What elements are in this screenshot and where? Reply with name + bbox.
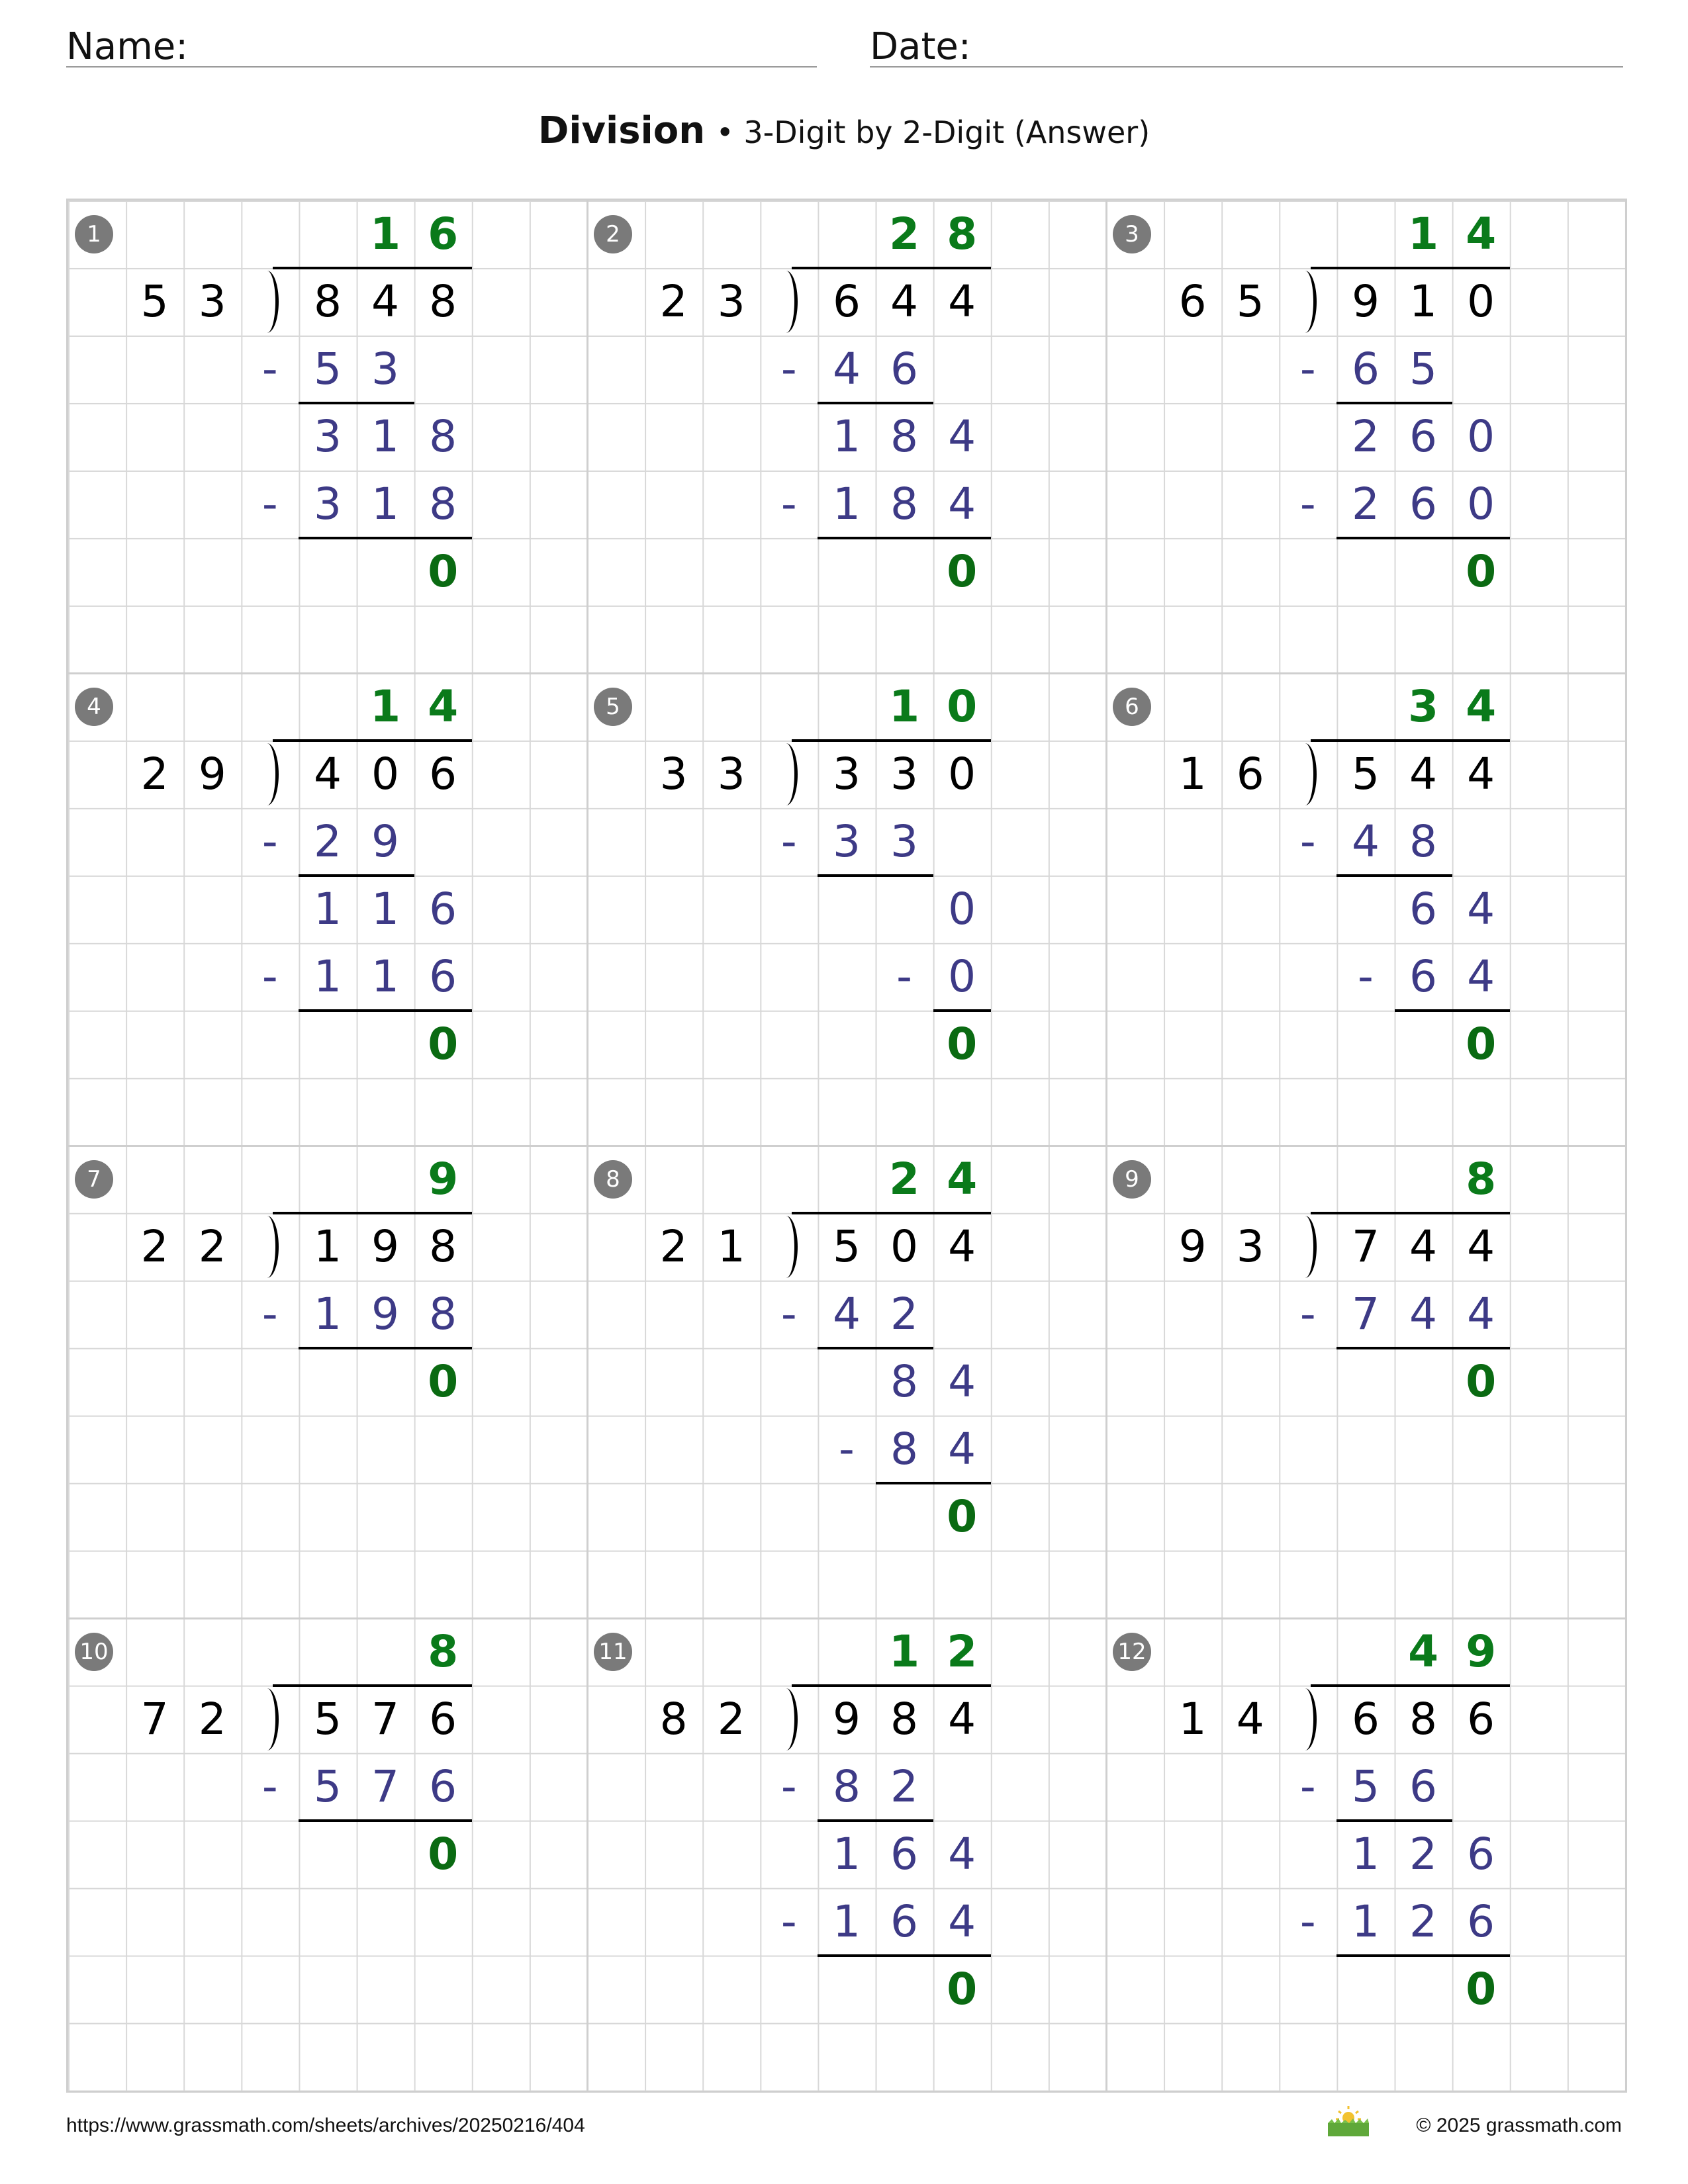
- subtrahend-digit: 8: [832, 1761, 861, 1812]
- remainder-digit: 0: [947, 1019, 978, 1069]
- subtrahend-digit: 5: [1409, 343, 1438, 394]
- footer-copyright: © 2025 grassmath.com: [1416, 2115, 1622, 2136]
- quotient-digit: 1: [889, 681, 920, 732]
- subtrahend-digit: 5: [313, 343, 342, 394]
- problem-number-badge: 1: [75, 215, 113, 253]
- remainder-digit: 0: [947, 1491, 978, 1542]
- dividend-digit: 7: [1351, 1221, 1380, 1272]
- quotient-digit: 8: [1466, 1154, 1497, 1205]
- partial-dividend-digit: 6: [1409, 884, 1438, 934]
- dividend-digit: 1: [313, 1221, 342, 1272]
- dividend-digit: 4: [1467, 1221, 1495, 1272]
- page-title: [0, 105, 1688, 159]
- quotient-digit: 2: [947, 1626, 978, 1677]
- partial-dividend-digit: 2: [1351, 411, 1380, 462]
- divisor-digit: 1: [717, 1221, 745, 1272]
- subtrahend-digit: 3: [371, 343, 400, 394]
- quotient-digit: 0: [947, 681, 978, 732]
- subtrahend-digit: 8: [890, 1424, 919, 1475]
- dividend-digit: 3: [832, 749, 861, 799]
- division-bracket: [774, 1688, 798, 1751]
- subtrahend-digit: 9: [371, 816, 400, 867]
- remainder-digit: 0: [1466, 1019, 1497, 1069]
- divisor-digit: 7: [140, 1694, 169, 1745]
- partial-dividend-digit: 1: [371, 411, 400, 462]
- problem-number-badge: 6: [1113, 688, 1151, 726]
- subtrahend-digit: 3: [832, 816, 861, 867]
- minus-sign: -: [261, 951, 278, 1002]
- dividend-digit: 4: [313, 749, 342, 799]
- dividend-digit: 4: [948, 1221, 976, 1272]
- divisor-digit: 2: [198, 1221, 226, 1272]
- partial-dividend-digit: 6: [890, 1829, 919, 1880]
- partial-dividend-digit: 3: [313, 411, 342, 462]
- dividend-digit: 4: [948, 276, 976, 327]
- minus-sign: -: [1299, 1896, 1316, 1947]
- partial-dividend-digit: 6: [429, 884, 457, 934]
- problem-number-badge: 12: [1113, 1633, 1151, 1671]
- subtrahend-digit: 5: [1351, 1761, 1380, 1812]
- division-bracket: [774, 1216, 798, 1278]
- divisor-digit: 6: [1236, 749, 1264, 799]
- division-bracket: [1293, 1688, 1317, 1751]
- division-bracket: [774, 271, 798, 333]
- subtrahend-digit: 4: [948, 1424, 976, 1475]
- remainder-digit: 0: [1466, 1964, 1497, 2015]
- partial-dividend-digit: 1: [313, 884, 342, 934]
- dividend-digit: 0: [371, 749, 400, 799]
- dividend-digit: 0: [1467, 276, 1495, 327]
- divisor-digit: 9: [198, 749, 226, 799]
- problem-number-badge: 10: [75, 1633, 113, 1671]
- subtrahend-digit: 4: [1409, 1289, 1438, 1340]
- minus-sign: -: [1358, 951, 1374, 1002]
- subtrahend-digit: 1: [371, 951, 400, 1002]
- partial-dividend-digit: 6: [1409, 411, 1438, 462]
- dividend-digit: 4: [371, 276, 400, 327]
- quotient-digit: 4: [947, 1154, 978, 1205]
- problem-grid: [66, 199, 1627, 2093]
- date-label: Date:: [870, 25, 971, 68]
- subtrahend-digit: 7: [1351, 1289, 1380, 1340]
- subtrahend-digit: 1: [1351, 1896, 1380, 1947]
- quotient-digit: 1: [370, 681, 401, 732]
- dividend-digit: 8: [429, 1221, 457, 1272]
- name-label: Name:: [66, 25, 189, 68]
- dividend-digit: 8: [1409, 1694, 1438, 1745]
- dividend-digit: 5: [832, 1221, 861, 1272]
- minus-sign: -: [261, 816, 278, 867]
- partial-dividend-digit: 6: [1467, 1829, 1495, 1880]
- division-problem: [1106, 1146, 1625, 1618]
- problem-number-badge: 3: [1113, 215, 1151, 253]
- title-subtitle: • 3-Digit by 2-Digit (Answer): [716, 114, 1150, 150]
- division-problem: [587, 1618, 1106, 2091]
- problem-number-badge: 5: [594, 688, 632, 726]
- subtrahend-digit: 4: [1467, 1289, 1495, 1340]
- remainder-digit: 0: [1466, 1356, 1497, 1407]
- minus-sign: -: [839, 1424, 855, 1475]
- subtrahend-digit: 8: [429, 1289, 457, 1340]
- partial-dividend-digit: 0: [1467, 411, 1495, 462]
- dividend-digit: 5: [1351, 749, 1380, 799]
- partial-dividend-digit: 4: [948, 1829, 976, 1880]
- divisor-digit: 3: [717, 749, 745, 799]
- quotient-digit: 4: [1408, 1626, 1439, 1677]
- problem-number-badge: 7: [75, 1160, 113, 1199]
- partial-dividend-digit: 8: [429, 411, 457, 462]
- quotient-digit: 4: [1466, 681, 1497, 732]
- division-problem: [1106, 673, 1625, 1146]
- dividend-digit: 8: [890, 1694, 919, 1745]
- subtrahend-digit: 2: [890, 1761, 919, 1812]
- divisor-digit: 9: [1178, 1221, 1207, 1272]
- partial-dividend-digit: 2: [1409, 1829, 1438, 1880]
- divisor-digit: 2: [140, 1221, 169, 1272]
- remainder-digit: 0: [428, 546, 459, 597]
- minus-sign: -: [1299, 1289, 1316, 1340]
- subtrahend-digit: 6: [429, 951, 457, 1002]
- subtrahend-digit: 4: [948, 478, 976, 529]
- minus-sign: -: [1299, 1761, 1316, 1812]
- divisor-digit: 1: [1178, 1694, 1207, 1745]
- minus-sign: -: [780, 816, 797, 867]
- subtrahend-digit: 8: [890, 478, 919, 529]
- minus-sign: -: [1299, 816, 1316, 867]
- problem-number-badge: 8: [594, 1160, 632, 1199]
- divisor-digit: 6: [1178, 276, 1207, 327]
- problem-number-badge: 4: [75, 688, 113, 726]
- remainder-digit: 0: [428, 1019, 459, 1069]
- subtrahend-digit: 0: [1467, 478, 1495, 529]
- divisor-digit: 5: [140, 276, 169, 327]
- dividend-digit: 6: [1351, 1694, 1380, 1745]
- problem-number-badge: 9: [1113, 1160, 1151, 1199]
- partial-dividend-digit: 1: [1351, 1829, 1380, 1880]
- partial-dividend-digit: 4: [948, 411, 976, 462]
- subtrahend-digit: 4: [1351, 816, 1380, 867]
- partial-dividend-digit: 8: [890, 411, 919, 462]
- division-bracket: [1293, 743, 1317, 805]
- date-field[interactable]: [870, 24, 1623, 68]
- dividend-digit: 4: [948, 1694, 976, 1745]
- division-problem: [1106, 1618, 1625, 2091]
- partial-dividend-digit: 1: [832, 1829, 861, 1880]
- subtrahend-digit: 8: [1409, 816, 1438, 867]
- dividend-digit: 4: [1409, 749, 1438, 799]
- dividend-digit: 3: [890, 749, 919, 799]
- quotient-digit: 2: [889, 208, 920, 259]
- partial-dividend-digit: 8: [890, 1356, 919, 1407]
- division-problem: [68, 201, 587, 673]
- subtrahend-digit: 4: [832, 1289, 861, 1340]
- subtrahend-digit: 7: [371, 1761, 400, 1812]
- divisor-digit: 2: [198, 1694, 226, 1745]
- dividend-digit: 7: [371, 1694, 400, 1745]
- divisor-digit: 1: [1178, 749, 1207, 799]
- divisor-digit: 3: [717, 276, 745, 327]
- subtrahend-digit: 8: [429, 478, 457, 529]
- dividend-digit: 9: [371, 1221, 400, 1272]
- subtrahend-digit: 1: [313, 951, 342, 1002]
- subtrahend-digit: 6: [1409, 1761, 1438, 1812]
- subtrahend-digit: 3: [890, 816, 919, 867]
- dividend-digit: 4: [1409, 1221, 1438, 1272]
- dividend-digit: 9: [1351, 276, 1380, 327]
- subtrahend-digit: 3: [313, 478, 342, 529]
- subtrahend-digit: 6: [1409, 478, 1438, 529]
- dividend-digit: 6: [429, 749, 457, 799]
- partial-dividend-digit: 0: [948, 884, 976, 934]
- division-problem: [1106, 201, 1625, 673]
- partial-dividend-digit: 1: [832, 411, 861, 462]
- subtrahend-digit: 1: [832, 478, 861, 529]
- division-problem: [68, 1146, 587, 1618]
- quotient-digit: 3: [1408, 681, 1439, 732]
- minus-sign: -: [780, 343, 797, 394]
- subtrahend-digit: 1: [371, 478, 400, 529]
- minus-sign: -: [780, 1761, 797, 1812]
- title-main: Division: [538, 109, 706, 152]
- division-problem: [68, 673, 587, 1146]
- dividend-digit: 6: [832, 276, 861, 327]
- dividend-digit: 6: [1467, 1694, 1495, 1745]
- subtrahend-digit: 1: [832, 1896, 861, 1947]
- minus-sign: -: [261, 1289, 278, 1340]
- subtrahend-digit: 2: [1409, 1896, 1438, 1947]
- division-bracket: [1293, 1216, 1317, 1278]
- quotient-digit: 1: [1408, 208, 1439, 259]
- partial-dividend-digit: 1: [371, 884, 400, 934]
- remainder-digit: 0: [1466, 546, 1497, 597]
- problem-number-badge: 2: [594, 215, 632, 253]
- divisor-digit: 8: [659, 1694, 688, 1745]
- dividend-digit: 6: [429, 1694, 457, 1745]
- divisor-digit: 2: [717, 1694, 745, 1745]
- partial-dividend-digit: 4: [1467, 884, 1495, 934]
- subtrahend-digit: 4: [948, 1896, 976, 1947]
- divisor-digit: 3: [1236, 1221, 1264, 1272]
- quotient-digit: 4: [1466, 208, 1497, 259]
- division-bracket: [256, 1688, 279, 1751]
- dividend-digit: 0: [948, 749, 976, 799]
- subtrahend-digit: 4: [1467, 951, 1495, 1002]
- minus-sign: -: [261, 343, 278, 394]
- division-problem: [587, 201, 1106, 673]
- divisor-digit: 4: [1236, 1694, 1264, 1745]
- name-field[interactable]: [66, 24, 817, 68]
- minus-sign: -: [780, 478, 797, 529]
- quotient-digit: 9: [428, 1154, 459, 1205]
- divisor-digit: 5: [1236, 276, 1264, 327]
- remainder-digit: 0: [947, 546, 978, 597]
- dividend-digit: 9: [832, 1694, 861, 1745]
- quotient-digit: 1: [370, 208, 401, 259]
- partial-dividend-digit: 4: [948, 1356, 976, 1407]
- dividend-digit: 4: [1467, 749, 1495, 799]
- remainder-digit: 0: [428, 1356, 459, 1407]
- quotient-digit: 2: [889, 1154, 920, 1205]
- remainder-digit: 0: [428, 1829, 459, 1880]
- division-bracket: [774, 743, 798, 805]
- minus-sign: -: [261, 478, 278, 529]
- divisor-digit: 2: [659, 1221, 688, 1272]
- subtrahend-digit: 0: [948, 951, 976, 1002]
- minus-sign: -: [1299, 343, 1316, 394]
- subtrahend-digit: 2: [313, 816, 342, 867]
- dividend-digit: 4: [890, 276, 919, 327]
- quotient-digit: 8: [428, 1626, 459, 1677]
- footer-url[interactable]: https://www.grassmath.com/sheets/archives/20250216/404: [66, 2115, 585, 2136]
- problem-number-badge: 11: [594, 1633, 632, 1671]
- minus-sign: -: [780, 1896, 797, 1947]
- subtrahend-digit: 2: [1351, 478, 1380, 529]
- subtrahend-digit: 6: [1351, 343, 1380, 394]
- dividend-digit: 5: [313, 1694, 342, 1745]
- divisor-digit: 2: [659, 276, 688, 327]
- minus-sign: -: [896, 951, 912, 1002]
- dividend-digit: 0: [890, 1221, 919, 1272]
- remainder-digit: 0: [947, 1964, 978, 2015]
- subtrahend-digit: 4: [832, 343, 861, 394]
- quotient-digit: 4: [428, 681, 459, 732]
- minus-sign: -: [1299, 478, 1316, 529]
- division-bracket: [1293, 271, 1317, 333]
- divisor-digit: 3: [198, 276, 226, 327]
- division-bracket: [256, 1216, 279, 1278]
- quotient-digit: 6: [428, 208, 459, 259]
- grass-sun-logo-icon: [1327, 2105, 1370, 2138]
- quotient-digit: 1: [889, 1626, 920, 1677]
- subtrahend-digit: 9: [371, 1289, 400, 1340]
- minus-sign: -: [780, 1289, 797, 1340]
- quotient-digit: 8: [947, 208, 978, 259]
- divisor-digit: 3: [659, 749, 688, 799]
- subtrahend-digit: 6: [1409, 951, 1438, 1002]
- division-problem: [587, 673, 1106, 1146]
- division-bracket: [256, 743, 279, 805]
- subtrahend-digit: 6: [429, 1761, 457, 1812]
- subtrahend-digit: 1: [313, 1289, 342, 1340]
- dividend-digit: 8: [313, 276, 342, 327]
- division-problem: [587, 1146, 1106, 1618]
- quotient-digit: 9: [1466, 1626, 1497, 1677]
- dividend-digit: 1: [1409, 276, 1438, 327]
- subtrahend-digit: 5: [313, 1761, 342, 1812]
- minus-sign: -: [261, 1761, 278, 1812]
- subtrahend-digit: 6: [890, 1896, 919, 1947]
- divisor-digit: 2: [140, 749, 169, 799]
- subtrahend-digit: 2: [890, 1289, 919, 1340]
- subtrahend-digit: 6: [1467, 1896, 1495, 1947]
- subtrahend-digit: 6: [890, 343, 919, 394]
- division-bracket: [256, 271, 279, 333]
- division-problem: [68, 1618, 587, 2091]
- subtraction-rule: [818, 874, 933, 877]
- dividend-digit: 8: [429, 276, 457, 327]
